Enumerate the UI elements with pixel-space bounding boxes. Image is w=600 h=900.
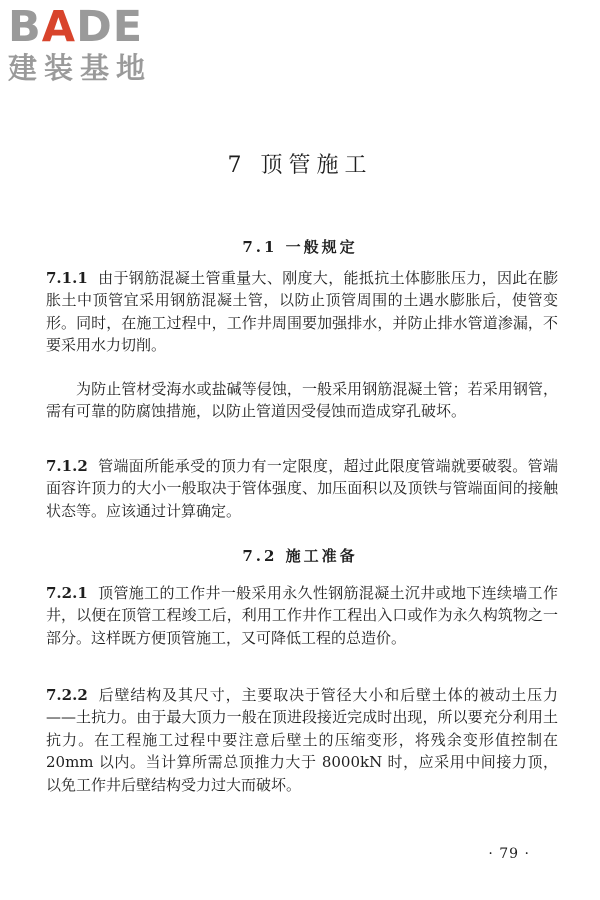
paragraph-corrosion	[46, 378, 558, 423]
paragraph-text: 为防止管材受海水或盐碱等侵蚀，一般采用钢筋混凝土管；若采用钢管，需有可靠的防腐蚀措施，以防止管道因受侵蚀而造成穿孔破坏。	[46, 380, 558, 421]
clause-number: 7.2.2	[46, 686, 88, 704]
page-number: · 79 ·	[488, 846, 530, 862]
clause-7-2-2	[46, 684, 558, 796]
chapter-title: 7 顶管施工	[227, 153, 373, 178]
clause-text: 顶管施工的工作井一般采用永久性钢筋混凝土沉井或地下连续墙工作井，以便在顶管工程竣工后，利用工作井作工程出入口或作为永久构筑物之一部分。这样既方便顶管施工，又可降低工程的总造价。	[46, 584, 558, 647]
section-title-7-2: 7.2 施工准备	[242, 547, 358, 565]
logo	[8, 4, 178, 84]
logo-subtitle: 建装基地	[8, 51, 153, 85]
clause-text: 由于钢筋混凝土管重量大、刚度大，能抵抗土体膨胀压力，因此在膨胀土中顶管宜采用钢筋混凝土管，以防止顶管周围的土遇水膨胀后，使管变形。同时，在施工过程中，工作井周围要加强排水，并防止排水管道渗漏，不要采用水力切削。	[46, 269, 558, 355]
clause-text: 后壁结构及其尺寸，主要取决于管径大小和后壁土体的被动土压力——土抗力。由于最大顶力一般在顶进段接近完成时出现，所以要充分利用土抗力。在工程施工过程中要注意后壁土的压缩变形，将残余变形值控制在 20mm 以内。当计算所需总顶推力大于 8000kN 时，应采用中间接力顶，以免工作井后壁结构受力过大而破坏。	[46, 686, 558, 794]
clause-number: 7.1.2	[46, 457, 88, 475]
clause-text: 管端面所能承受的顶力有一定限度，超过此限度管端就要破裂。管端面容许顶力的大小一般取决于管体强度、加压面积以及顶铁与管端面间的接触状态等。应该通过计算确定。	[46, 457, 558, 520]
clause-number: 7.2.1	[46, 584, 88, 602]
clause-7-2-1	[46, 582, 558, 649]
section-title-7-1: 7.1 一般规定	[242, 238, 358, 256]
clause-number: 7.1.1	[46, 269, 88, 287]
logo-wordmark: BADE	[8, 2, 144, 52]
clause-7-1-1	[46, 267, 558, 357]
clause-7-1-2	[46, 455, 558, 522]
